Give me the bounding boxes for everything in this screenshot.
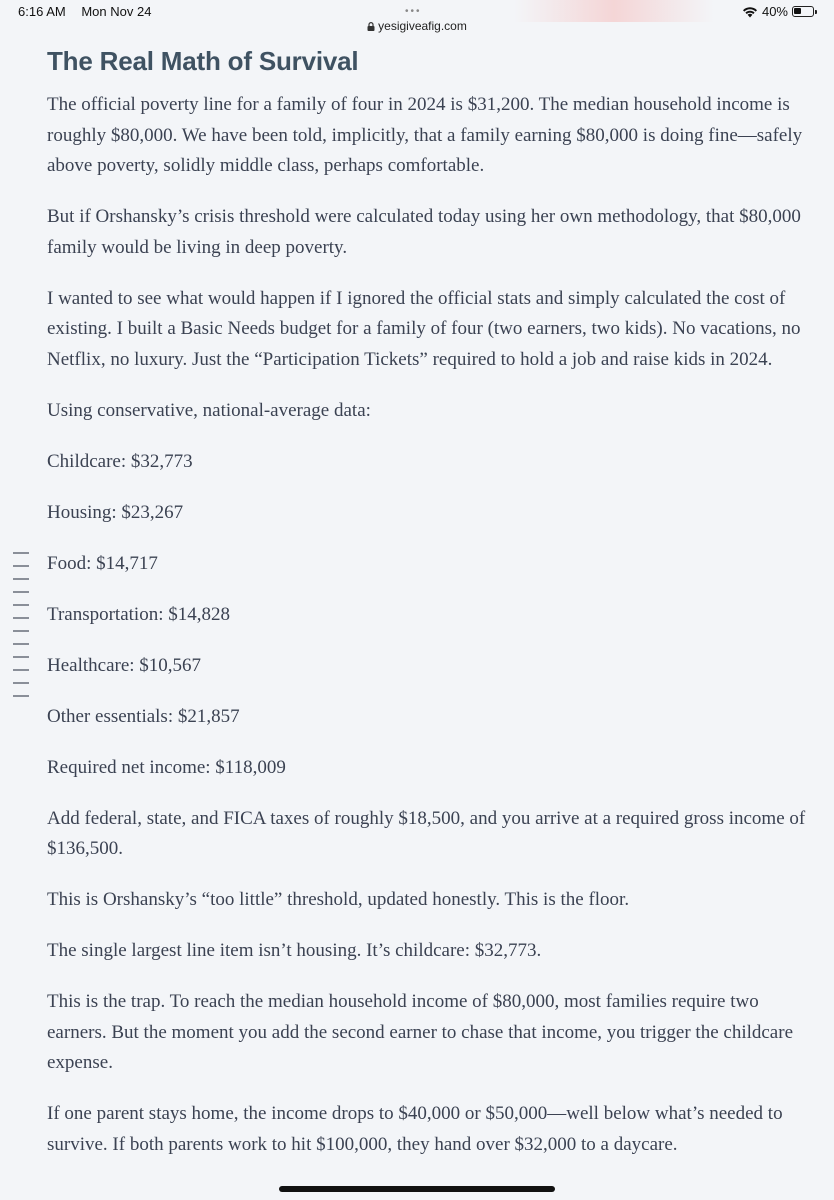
budget-item-transportation: Transportation: $14,828	[47, 603, 230, 625]
budget-item-healthcare: Healthcare: $10,567	[47, 654, 202, 676]
home-indicator[interactable]	[279, 1186, 555, 1192]
scroll-tick	[13, 617, 29, 619]
scroll-tick	[13, 682, 29, 684]
scroll-tick	[13, 578, 29, 580]
lock-icon	[367, 22, 375, 31]
battery-percent: 40%	[761, 4, 788, 19]
budget-item-food: Food: $14,717	[47, 552, 158, 574]
status-time: 6:16 AM	[18, 4, 66, 19]
paragraph: But if Orshansky’s crisis threshold were calculated today using her own methodology, that $80,000 family would be living in deep poverty.	[47, 206, 801, 258]
article	[47, 44, 807, 1181]
budget-item-childcare: Childcare: $32,773	[47, 450, 193, 472]
paragraph: The single largest line item isn’t housing. It’s childcare: $32,773.	[47, 940, 542, 961]
address-bar[interactable]	[0, 19, 834, 33]
scroll-tick	[13, 656, 29, 658]
budget-item-other: Other essentials: $21,857	[47, 705, 240, 727]
scroll-tick	[13, 643, 29, 645]
wifi-icon	[742, 6, 758, 18]
battery-icon	[792, 6, 814, 17]
budget-total: Required net income: $118,009	[47, 756, 286, 778]
paragraph: The official poverty line for a family of four in 2024 is $31,200. The median household income is roughly $80,000. We have been told, implicitly, that a family earning $80,000 is doing fine—safely above poverty, solidly middle class, perhaps comfortable.	[47, 94, 803, 176]
paragraph: If one parent stays home, the income drops to $40,000 or $50,000—well below what’s needed to survive. If both parents work to hit $100,000, they hand over $32,000 to a daycare.	[47, 1103, 783, 1155]
scroll-tick	[13, 669, 29, 671]
paragraph: I wanted to see what would happen if I ignored the official stats and simply calculated the cost of existing. I built a Basic Needs budget for a family of four (two earners, two kids). No vacations, no Netflix, no luxury. Just the “Participation Tickets” required to hold a job and raise kids in 2024.	[47, 287, 801, 370]
article-title: The Real Math of Survival	[47, 46, 359, 76]
scroll-tick	[13, 604, 29, 606]
scroll-position-ticks[interactable]	[13, 552, 29, 708]
paragraph: Using conservative, national-average data:	[47, 399, 371, 421]
scroll-tick	[13, 695, 29, 697]
scroll-tick	[13, 552, 29, 554]
browser-more-dots[interactable]: •••	[405, 6, 422, 17]
budget-item-housing: Housing: $23,267	[47, 501, 184, 523]
paragraph: This is Orshansky’s “too little” threshold, updated honestly. This is the floor.	[47, 889, 630, 910]
scroll-tick	[13, 630, 29, 632]
scroll-tick	[13, 591, 29, 593]
status-date: Mon Nov 24	[81, 4, 152, 19]
url-text: yesigiveafig.com	[378, 19, 467, 33]
paragraph: This is the trap. To reach the median household income of $80,000, most families require two earners. But the moment you add the second earner to chase that income, you trigger the childcare expense.	[47, 991, 794, 1073]
scroll-tick	[13, 565, 29, 567]
paragraph: Add federal, state, and FICA taxes of roughly $18,500, and you arrive at a required gross income of $136,500.	[47, 807, 806, 859]
